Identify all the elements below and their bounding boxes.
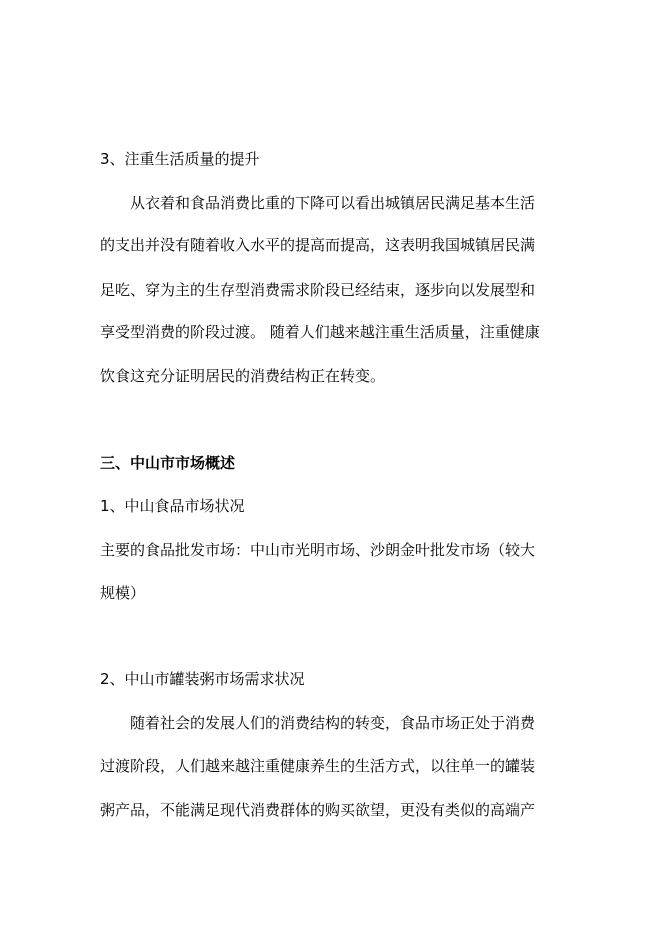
paragraph-line: 粥产品，不能满足现代消费群体的购买欲望，更没有类似的高端产 (100, 801, 536, 819)
paragraph-line: 随着社会的发展人们的消费结构的转变，食品市场正处于消费 (130, 714, 536, 732)
section-3-heading: 3、注重生活质量的提升 (100, 150, 260, 168)
paragraph-line: 饮食这充分证明居民的消费结构正在转变。 (100, 367, 386, 385)
subsection-2-heading: 2、中山市罐装粥市场需求状况 (100, 670, 305, 688)
chapter-3-heading: 三、中山市市场概述 (100, 454, 236, 472)
paragraph-line: 享受型消费的阶段过渡。 随着人们越来越注重生活质量，注重健康 (100, 323, 540, 341)
paragraph-line: 过渡阶段，人们越来越注重健康养生的生活方式，以往单一的罐装 (100, 757, 536, 775)
subsection-1-heading: 1、中山食品市场状况 (100, 497, 245, 515)
paragraph-line: 规模） (100, 584, 146, 602)
paragraph-line: 主要的食品批发市场：中山市光明市场、沙朗金叶批发市场（较大 (100, 541, 536, 559)
paragraph-line: 足吃、穿为主的生存型消费需求阶段已经结束，逐步向以发展型和 (100, 281, 536, 299)
paragraph-line: 从衣着和食品消费比重的下降可以看出城镇居民满足基本生活 (130, 194, 536, 212)
paragraph-line: 的支出并没有随着收入水平的提高而提高，这表明我国城镇居民满 (100, 236, 536, 254)
